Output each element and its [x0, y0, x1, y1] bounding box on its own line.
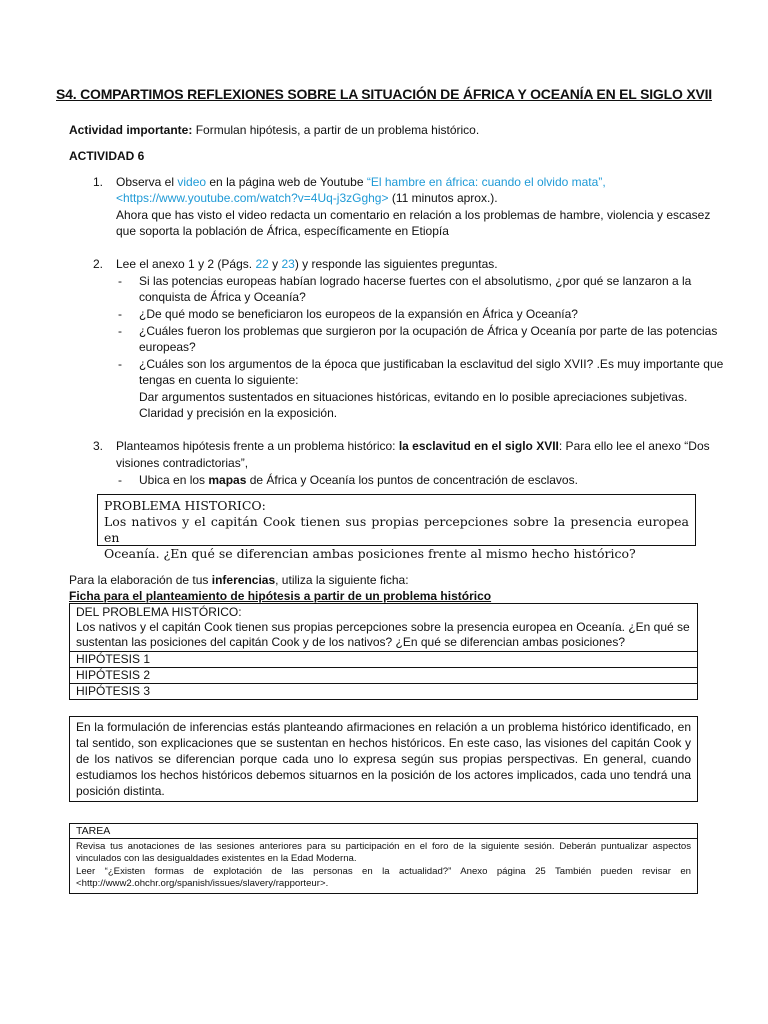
tarea-box: [69, 823, 698, 894]
item2-line1: Lee el anexo 1 y 2 (Págs. 22 y 23) y responde las siguientes preguntas.: [116, 257, 498, 271]
ficha-table: [69, 603, 698, 700]
question-4-cont: tengas en cuenta lo siguiente:: [139, 373, 299, 387]
problema-historico-box: [97, 494, 696, 561]
hipotesis-2-row[interactable]: HIPÓTESIS 2: [70, 667, 697, 683]
question-1: Si las potencias europeas habían logrado hacerse fuertes con el absolutismo, ¿por qué se lanzaron a la: [139, 274, 692, 288]
page-23-link[interactable]: 23: [281, 257, 295, 271]
question-3-cont: europeas?: [139, 340, 196, 354]
bullet-dash: -: [118, 307, 122, 321]
question-1-cont: conquista de África y Oceanía?: [139, 290, 306, 304]
item3-line1: Planteamos hipótesis frente a un problema histórico: la esclavitud en el siglo XVII: Para ello lee el anexo “Dos: [116, 439, 710, 453]
video-title-link[interactable]: “El hambre en áfrica: cuando el olvido mata”,: [366, 175, 606, 189]
item1-line1: Observa el video en la página web de Youtube “El hambre en áfrica: cuando el olvido mata”,: [116, 175, 606, 189]
item1-line4: que soporta la población de África, específicamente en Etiopía: [116, 224, 449, 238]
item-number: 1.: [93, 175, 104, 189]
question-2: ¿De qué modo se beneficiaron los europeos de la expansión en África y Oceanía?: [139, 307, 578, 321]
problema-heading: PROBLEMA HISTORICO:: [104, 498, 266, 513]
tarea-paragraph-1: Revisa tus anotaciones de las sesiones anteriores para su participación en el foro de la siguiente sesión. Deberán puntualizar aspectos vinculados con las desigualdades existentes en la Edad Moderna.: [76, 841, 691, 865]
ficha-problem-text-1: Los nativos y el capitán Cook tienen sus propias percepciones sobre la presencia europea en Oceanía. ¿En qué se: [76, 620, 690, 634]
actividad-importante: Actividad importante: Formulan hipótesis, a partir de un problema histórico.: [69, 123, 480, 137]
item3-line2: visiones contradictorias”,: [116, 456, 249, 470]
inferencias-box: En la formulación de inferencias estás planteando afirmaciones en relación a un problema histórico identificado, en tal sentido, son explicaciones que se sustentan en hechos históricos. En este caso, las visiones del capitán Cook y de los nativos se diferencian porque cada uno lo expresa según sus propias perspectivas. En general, cuando estudiamos los hechos históricos debemos situarnos en la posición de los actores implicados, cada uno tendrá una posición distinta.: [69, 716, 698, 802]
item-number: 2.: [93, 257, 104, 271]
ficha-problem-heading: DEL PROBLEMA HISTÓRICO:: [76, 605, 242, 619]
ficha-title: Ficha para el planteamiento de hipótesis a partir de un problema histórico: [69, 589, 492, 603]
bullet-dash: -: [118, 473, 122, 487]
item-number: 3.: [93, 439, 104, 453]
tarea-paragraph-2: Leer “¿Existen formas de explotación de las personas en la actualidad?” Anexo página 25 También pueden revisar en <http://www2.ohchr.org/spanish/issues/slavery/rapporteur>.: [76, 865, 691, 890]
hipotesis-3-row[interactable]: HIPÓTESIS 3: [70, 683, 697, 699]
hipotesis-1-row[interactable]: HIPÓTESIS 1: [70, 651, 697, 667]
video-link[interactable]: video: [177, 175, 207, 189]
ficha-problem-text-2: sustentan las posiciones del capitán Cook y de los nativos? ¿En qué se diferencian ambas posiciones?: [76, 635, 625, 649]
question-4-note1: Dar argumentos sustentados en situaciones históricas, evitando en lo posible apreciaciones subjetivas.: [139, 390, 688, 404]
page-title: S4. COMPARTIMOS REFLEXIONES SOBRE LA SITUACIÓN DE ÁFRICA Y OCEANÍA EN EL SIGLO XVII: [56, 86, 712, 102]
question-3: ¿Cuáles fueron los problemas que surgieron por la ocupación de África y Oceanía por parte de las potencias: [139, 324, 718, 338]
item3-bullet: Ubica en los mapas de África y Oceanía los puntos de concentración de esclavos.: [139, 473, 578, 487]
tarea-heading: TAREA: [70, 824, 697, 839]
ficha-problem-cell: [70, 604, 697, 651]
youtube-url-link[interactable]: <https://www.youtube.com/watch?v=4Uq-j3zGghg>: [116, 191, 389, 205]
item1-line2: <https://www.youtube.com/watch?v=4Uq-j3zGghg> (11 minutos aprox.).: [116, 191, 498, 205]
tarea-body: [70, 839, 697, 893]
question-4: ¿Cuáles son los argumentos de la época que justificaban la esclavitud del siglo XVII? .Es muy importante que: [139, 357, 724, 371]
question-4-note2: Claridad y precisión en la exposición.: [139, 406, 338, 420]
actividad-heading: ACTIVIDAD 6: [69, 149, 145, 163]
bullet-dash: -: [118, 357, 122, 371]
problema-text-1: Los nativos y el capitán Cook tienen sus propias percepciones sobre la presencia europea en: [104, 514, 689, 545]
bullet-dash: -: [118, 274, 122, 288]
bullet-dash: -: [118, 324, 122, 338]
page-22-link[interactable]: 22: [255, 257, 269, 271]
inferencias-intro: Para la elaboración de tus inferencias, utiliza la siguiente ficha:: [69, 573, 409, 587]
problema-text-2: Oceanía. ¿En qué se diferencian ambas posiciones frente al mismo hecho histórico?: [104, 546, 636, 561]
item1-line3: Ahora que has visto el video redacta un comentario en relación a los problemas de hambre, violencia y escasez: [116, 208, 711, 222]
